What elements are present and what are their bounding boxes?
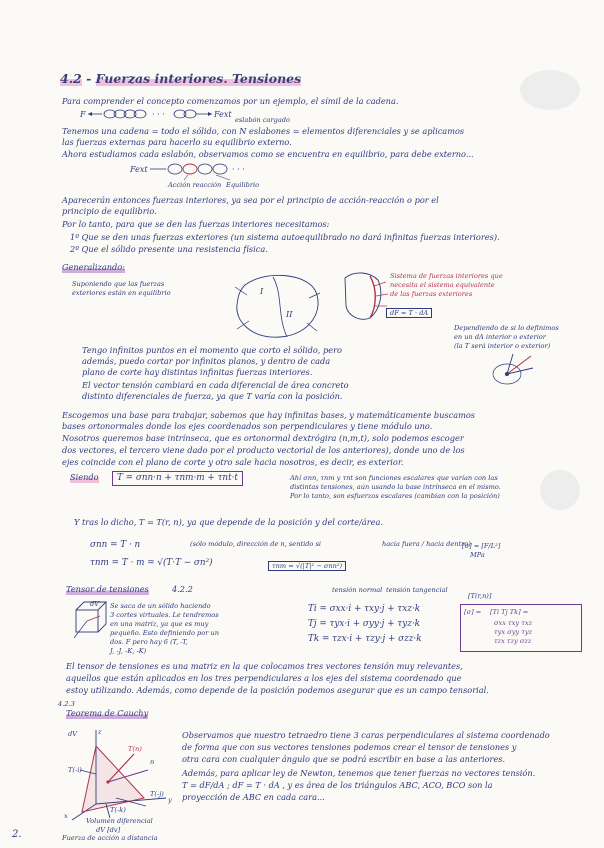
svg-text:F: F (80, 110, 86, 119)
generalizando-heading: Generalizando: (62, 262, 125, 272)
cauchy-heading: Teorema de Cauchy (66, 708, 149, 718)
section-heading: 4.2 - Fuerzas interiores. Tensiones (60, 71, 302, 86)
cauchy-tn-label: T(n) (128, 745, 142, 753)
solid-cut-sketch (225, 265, 330, 345)
cauchy-force-label: Fuerza de acción a distancia (62, 834, 158, 842)
tensor-desc-4: pequeño. Esto definiendo por un (110, 629, 219, 637)
tension-function-label: [T(r,n)] (468, 592, 492, 600)
eq-note-2: distintas tensiones, aún usando la base intrínseca en el mismo. (290, 483, 501, 491)
p4-line-4: dos vectores, el tercero viene dado por el producto vectorial de los anteriores), donde uno de los (62, 445, 465, 455)
cauchy-tj-label: T(-j) (150, 790, 164, 798)
cauchy-x-axis: x (64, 812, 68, 820)
eq-note-1: Ahí σnn, τnm y τnt son funciones escalares que varían con las (290, 474, 498, 482)
sigma-equation: σnn = T · n (90, 540, 141, 550)
p3-line-4: El vector tensión cambiará en cada diferencial de área concreto (82, 380, 349, 390)
cauchy-volume-label: Volumen diferencial (86, 817, 153, 825)
dv-label: dV (90, 600, 99, 608)
p2-item-1: 1º Que se den unas fuerzas exteriores (un sistema autoequilibrado no dará infinitas fuerzas interiores). (70, 232, 500, 242)
p2-line-3: Por lo tanto, para que se den las fuerzas interiores necesitamos: (62, 219, 330, 229)
p4-line-1: Escogemos una base para trabajar, sabemos que hay infinitas bases, y matemáticamente buscamos (62, 410, 475, 420)
section-number: 4.2 (60, 71, 82, 86)
cut-face-sketch (340, 268, 390, 328)
equilibrio-label: Equilibrio (226, 181, 260, 189)
tensor-matrix-row-1: [Ti Tj Tk] = (490, 608, 529, 616)
cauchy-dv-label: dV (68, 730, 77, 738)
p2-item-2: 2º Que el sólido presente una resistencia física. (70, 244, 268, 254)
tension-j-equation: Tj = τyx·i + σyy·j + τyz·k (308, 619, 420, 629)
cauchy-tk-label: T(-k) (110, 806, 126, 814)
cauchy-text-6: proyección de ABC en cada cara... (182, 792, 325, 802)
tensor-text-2: aquellos que están aplicados en los tres perpendiculares a los ejes del sistema coordenado que (66, 673, 462, 683)
tensor-matrix-lhs: [σ] = (464, 608, 482, 616)
internal-forces-note-1: Sistema de fuerzas interiores que (390, 272, 503, 280)
intro-line-2: Tenemos una cadena = todo el sólido, con N eslabones = elementos diferenciales y se aplicamos (62, 126, 465, 136)
p2-line-1: Aparecerán entonces fuerzas interiores, ya sea por el principio de acción-reacción o por el (62, 195, 439, 205)
shear-stress-label: tensión tangencial (386, 586, 448, 594)
tensor-matrix-row-4: τzx τzy σzz (494, 637, 532, 645)
svg-text:Fext: Fext (130, 165, 148, 174)
siendo-label: Siendo (70, 472, 99, 482)
cauchy-tag: 4.2.3 (58, 700, 75, 708)
p2-line-2: principio de equilibrio. (62, 206, 157, 216)
internal-forces-note-3: de las fuerzas exteriores (390, 290, 473, 298)
tensor-desc-5: dos. F pero hay 6 (T, -T, (110, 638, 188, 646)
eq-note-3: Por lo tanto, son esfuerzos escalares (cambian con la posición) (290, 492, 500, 500)
side-note-1: Dependiendo de si lo definimos (454, 324, 559, 332)
tensor-heading: Tensor de tensiones (66, 584, 149, 594)
cauchy-text-3: otra cara con cualquier ángulo que se podrá escribir en base a las anteriores. (182, 754, 506, 764)
link-equilibrium-sketch (130, 160, 330, 182)
cauchy-text-1: Observamos que nuestro tetraedro tiene 3 caras perpendiculares al sistema coordenado (182, 730, 550, 740)
tensor-desc-2: 3 cortes virtuales. Le tendremos (110, 611, 219, 619)
region-label-1: I (260, 286, 264, 296)
intro-line-4: Ahora estudiamos cada eslabón, observamos como se encuentra en equilibrio, para debe externo... (62, 149, 474, 159)
generalizando-note-1: Suponiendo que las fuerzas (72, 280, 165, 288)
sigma-note-1: (sólo módulo, dirección de n, sentido si (190, 540, 321, 548)
tau-equation-boxed: τnm = √(|T|² − σnn²) (268, 561, 346, 571)
paper-smudge (520, 70, 580, 110)
tensor-text-1: El tensor de tensiones es una matriz en la que colocamos tres vectores tensión muy relevantes, (66, 661, 463, 671)
page-mark: 2. (12, 829, 22, 840)
tau-equation: τnm = T · m = √(T·T − σn²) (90, 558, 213, 568)
tension-k-equation: Tk = τzx·i + τzy·j + σzz·k (308, 634, 422, 644)
section-title: Fuerzas interiores. Tensiones (95, 71, 302, 86)
svg-text:· · ·: · · · (232, 165, 245, 174)
normal-stress-label: tensión normal (332, 586, 383, 594)
cauchy-text-2: de forma que con sus vectores tensiones podemos crear el tensor de tensiones y (182, 742, 517, 752)
tensor-matrix-row-2: σxx τxy τxz (494, 619, 533, 627)
tensor-ref: 4.2.2 (172, 584, 193, 594)
p4-line-5: ejes coincide con el plano de corte y otro sale hacia nosotros, es decir, es exterior. (62, 457, 404, 467)
tensor-desc-6: J, -J, -K, -K) (110, 647, 147, 655)
tensor-text-3: estoy utilizando. Además, como depende de la posición podemos asegurar que es un campo tensorial. (66, 685, 489, 695)
p4-line-3: Nosotros queremos base intrínseca, que es ortonormal dextrógira (n,m,t), solo podemos escoger (62, 433, 464, 443)
cauchy-z-axis: z (98, 728, 102, 736)
paper-smudge (540, 470, 580, 510)
generalizando-note-2: exteriores están en equilibrio (72, 289, 171, 297)
p3-line-3: plano de corte hay distintas infinitas fuerzas interiores. (82, 367, 313, 377)
internal-forces-note-2: necesita el sistema equivalente (390, 281, 495, 289)
cauchy-text-5: T = dF/dA ; dF = T · dA , y es área de los triángulos ABC, ACO, BCO son la (182, 780, 493, 790)
p3-line-5: distinto diferenciales de fuerza, ya que T varía con la posición. (82, 391, 343, 401)
units-mpa: MPa (470, 551, 485, 559)
cauchy-ti-label: T(-i) (68, 766, 82, 774)
p3-line-2: además, puedo cortar por infinitos planos, y dentro de cada (82, 356, 331, 366)
tensor-matrix-row-3: τyx σyy τyz (494, 628, 533, 636)
intro-line-1: Para comprender el concepto comenzamos por un ejemplo, el símil de la cadena. (62, 96, 399, 106)
cauchy-dvdv-label: dV [dv] (96, 826, 121, 834)
df-equation: dF = T · dA (386, 308, 432, 318)
units-label: [σ] = [F/L²] (462, 542, 501, 550)
tensor-desc-1: Se saca de un sólido haciendo (110, 602, 211, 610)
p5-line-1: Y tras lo dicho, T = T(r, n), ya que depende de la posición y del corte/área. (74, 517, 383, 527)
p4-line-2: bases ortonormales donde los ejes coordenados son perpendiculares y tiene módulo uno. (62, 421, 433, 431)
tension-i-equation: Ti = σxx·i + τxy·j + τxz·k (308, 604, 421, 614)
chain-label: eslabón cargado (235, 116, 290, 124)
svg-text:Fext: Fext (214, 110, 232, 119)
cauchy-text-4: Además, para aplicar ley de Newton, tenemos que tener fuerzas no vectores tensión. (182, 768, 536, 778)
svg-text:· · ·: · · · (152, 110, 165, 119)
tension-decomposition-equation: T = σnn·n + τnm·m + τnt·t (112, 471, 243, 486)
intro-line-3: las fuerzas externas para hacerlo su equilibrio externo. (62, 137, 292, 147)
p3-line-1: Tengo infinitos puntos en el momento que corto el sólido, pero (82, 345, 342, 355)
sigma-note-2: hacia fuera / hacia dentro) (382, 540, 471, 548)
tension-vector-sketch (485, 350, 545, 390)
side-note-2: en un dA interior o exterior (454, 333, 546, 341)
cauchy-n-label: n (150, 758, 155, 766)
tensor-desc-3: en una matriz, ya que es muy (110, 620, 209, 628)
cauchy-y-axis: y (168, 796, 172, 804)
region-label-2: II (286, 309, 293, 319)
accion-label: Acción reacción (168, 181, 222, 189)
side-note-3: (la T será interior o exterior) (454, 342, 551, 350)
